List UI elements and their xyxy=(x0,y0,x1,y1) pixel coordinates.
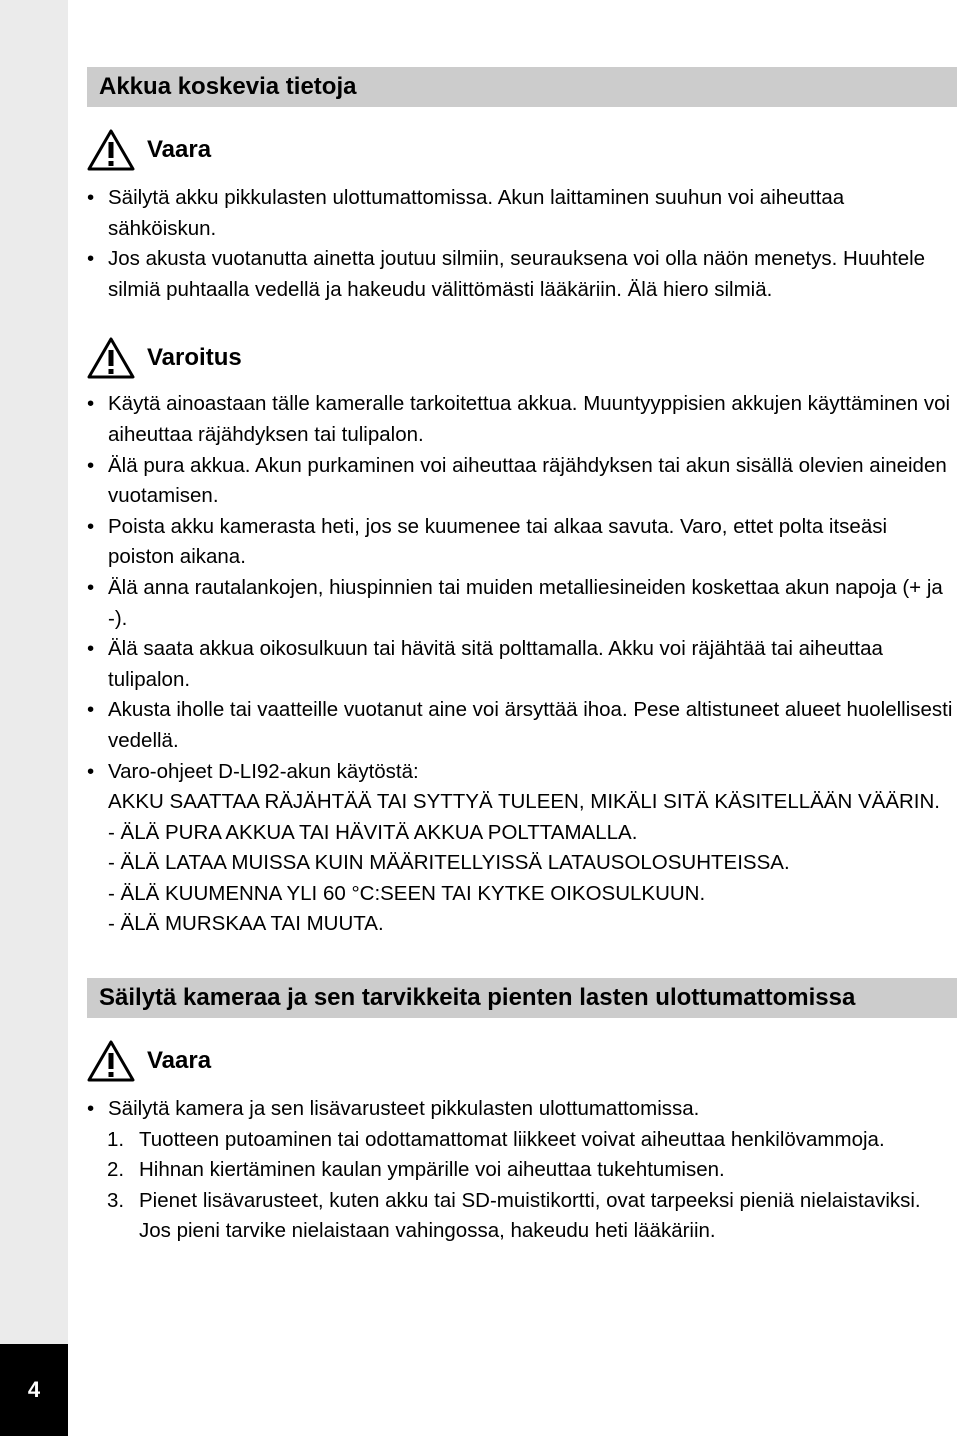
section-heading-battery: Akkua koskevia tietoja xyxy=(87,67,957,107)
numbered-item: 3. Pienet lisävarusteet, kuten akku tai SD-muistikortti, ovat tarpeeksi pieniä nielaistaviksi. Jos pieni tarvike nielaistaan vahingossa, hakeudu heti lääkäriin. xyxy=(107,1188,921,1243)
list-item: • Säilytä akku pikkulasten ulottumattomissa. Akun laittaminen suuhun voi aiheuttaa sähköiskun. xyxy=(87,186,845,240)
danger-heading xyxy=(87,127,957,173)
caution-heading-label: Varoitus xyxy=(147,344,242,372)
battery-notice-caps: AKKU SAATTAA RÄJÄHTÄÄ TAI SYTTYÄ TULEEN, MIKÄLI SITÄ KÄSITELLÄÄN VÄÄRIN. xyxy=(108,790,941,814)
list-item: • Älä anna rautalankojen, hiuspinnien tai muiden metalliesineiden koskettaa akun napoja (+ ja -). xyxy=(87,575,943,630)
warning-triangle-icon xyxy=(87,1040,135,1082)
page-number-tab xyxy=(0,1344,68,1436)
list-item: • Akusta iholle tai vaatteille vuotanut aine voi ärsyttää ihoa. Pese altistuneet alueet huolellisesti vedellä. xyxy=(87,698,953,752)
list-item: • Älä saata akkua oikosulkuun tai hävitä sitä polttamalla. Akku voi räjähtää tai aiheuttaa tulipalon. xyxy=(87,637,883,691)
page-margin-sidebar xyxy=(0,0,68,1436)
caution-heading xyxy=(87,335,957,381)
battery-notice-line: - ÄLÄ KUUMENNA YLI 60 °C:SEEN TAI KYTKE OIKOSULKUUN. xyxy=(108,881,706,905)
caution-list xyxy=(87,389,957,940)
page-content xyxy=(87,67,957,1247)
list-item: • Jos akusta vuotanutta ainetta joutuu silmiin, seurauksena voi olla näön menetys. Huuhtele silmiä puhtaalla vedellä ja hakeudu välittömästi lääkäriin. Älä hiero silmiä. xyxy=(87,247,926,301)
battery-notice-line: - ÄLÄ MURSKAA TAI MUUTA. xyxy=(108,912,384,936)
list-item: • Poista akku kamerasta heti, jos se kuumenee tai alkaa savuta. Varo, ettet polta itseäsi poiston aikana. xyxy=(87,514,888,569)
list-item: • Älä pura akkua. Akun purkaminen voi aiheuttaa räjähdyksen tai akun sisällä olevien aineiden vuotamisen. xyxy=(87,453,947,508)
battery-notice-line: - ÄLÄ LATAA MUISSA KUIN MÄÄRITELLYISSÄ LATAUSOLOSUHTEISSA. xyxy=(108,851,790,875)
danger-heading xyxy=(87,1038,957,1084)
danger-heading-label: Vaara xyxy=(147,136,212,163)
warning-triangle-icon xyxy=(87,337,135,379)
child-safety-numbered-list xyxy=(87,1125,957,1247)
battery-notice-line: - ÄLÄ PURA AKKUA TAI HÄVITÄ AKKUA POLTTAMALLA. xyxy=(108,820,638,844)
numbered-item: 2. Hihnan kiertäminen kaulan ympärille voi aiheuttaa tukehtumisen. xyxy=(107,1158,725,1182)
list-item-battery-notice: • Varo-ohjeet D-LI92-akun käytöstä: AKKU SAATTAA RÄJÄHTÄÄ TAI SYTTYÄ TULEEN, MIKÄLI SITÄ KÄSITELLÄÄN VÄÄRIN. - ÄLÄ PURA AKKUA TAI HÄVITÄ AKKUA POLTTAMALLA. - ÄLÄ LATAA MUISSA KUIN MÄÄRITELLYISSÄ LATAUSOLOSUHTEISSA. - ÄLÄ KUUMENNA YLI 60 °C:SEEN TAI KYTKE OIKOSULKUUN. - ÄLÄ MURSKAA TAI MUUTA. xyxy=(87,757,957,941)
list-item: • Käytä ainoastaan tälle kameralle tarkoitettua akkua. Muuntyyppisien akkujen käyttäminen voi aiheuttaa räjähdyksen tai tulipalon. xyxy=(87,392,951,446)
list-item: • Säilytä kamera ja sen lisävarusteet pikkulasten ulottumattomissa. xyxy=(87,1097,700,1121)
section-heading-child-safety: Säilytä kameraa ja sen tarvikkeita pienten lasten ulottumattomissa xyxy=(87,978,957,1018)
page-number: 4 xyxy=(27,1377,41,1402)
battery-notice-intro: Varo-ohjeet D-LI92-akun käytöstä: xyxy=(108,759,419,783)
warning-triangle-icon xyxy=(87,129,135,171)
danger-list xyxy=(87,183,957,305)
danger-heading-label: Vaara xyxy=(147,1047,212,1075)
child-safety-list xyxy=(87,1094,957,1125)
numbered-item: 1. Tuotteen putoaminen tai odottamattomat liikkeet voivat aiheuttaa henkilövammoja. xyxy=(107,1127,885,1151)
